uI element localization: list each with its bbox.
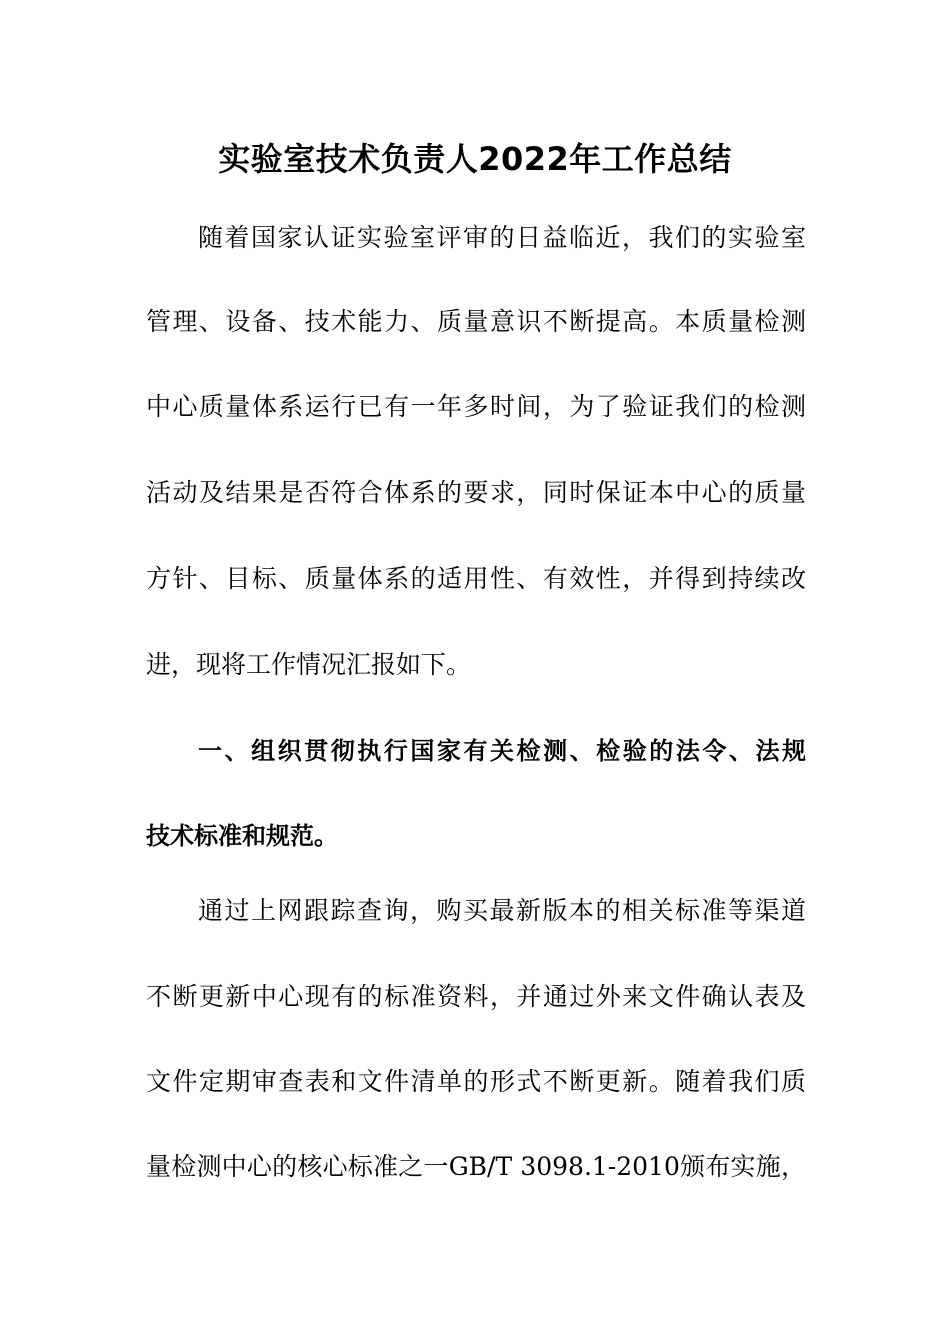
paragraph-1-line-6: 进，现将工作情况汇报如下。 [146, 650, 472, 679]
paragraph-2-line-4: 量检测中心的核心标准之一GB/T 3098.1-2010颁布实施， [146, 1152, 806, 1181]
section-1-heading-line-2: 技术标准和规范。 [146, 822, 338, 850]
paragraph-2-line-1: 通过上网跟踪查询，购买最新版本的相关标准等渠道 [198, 896, 806, 925]
paragraph-1-line-3: 中心质量体系运行已有一年多时间，为了验证我们的检测 [146, 392, 806, 421]
paragraph-1-line-4: 活动及结果是否符合体系的要求，同时保证本中心的质量 [146, 478, 806, 507]
document-title: 实验室技术负责人2022年工作总结 [218, 140, 732, 178]
paragraph-1-line-5: 方针、目标、质量体系的适用性、有效性，并得到持续改 [146, 564, 806, 593]
paragraph-1-line-2: 管理、设备、技术能力、质量意识不断提高。本质量检测 [146, 307, 806, 336]
section-1-heading-line-1: 一、组织贯彻执行国家有关检测、检验的法令、法规 [198, 737, 806, 765]
paragraph-2-line-2: 不断更新中心现有的标准资料，并通过外来文件确认表及 [146, 982, 806, 1011]
paragraph-1-line-1: 随着国家认证实验室评审的日益临近，我们的实验室 [198, 223, 806, 252]
paragraph-2-line-3: 文件定期审查表和文件清单的形式不断更新。随着我们质 [146, 1067, 806, 1096]
